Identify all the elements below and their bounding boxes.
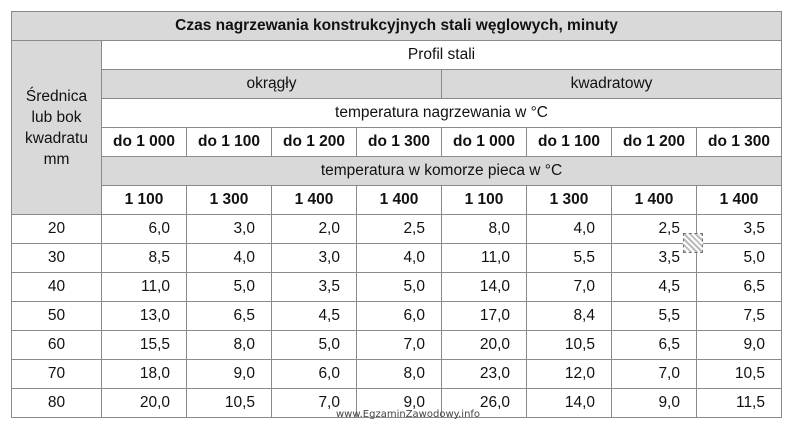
time-value: 14,0 xyxy=(564,394,595,411)
time-cell xyxy=(697,302,782,331)
table-row xyxy=(12,331,782,360)
time-value: 7,0 xyxy=(318,394,340,411)
heating-temp-label: temperatura nagrzewania w °C xyxy=(102,99,782,128)
time-value: 3,0 xyxy=(233,220,255,237)
time-cell xyxy=(357,331,442,360)
time-cell xyxy=(187,331,272,360)
time-value: 6,5 xyxy=(658,336,680,353)
time-value: 4,0 xyxy=(403,249,425,266)
time-value: 9,0 xyxy=(658,394,680,411)
table-title: Czas nagrzewania konstrukcyjnych stali węglowych, minuty xyxy=(12,12,782,41)
heating-time-table-container xyxy=(11,11,782,418)
time-cell xyxy=(272,273,357,302)
time-cell xyxy=(187,244,272,273)
row-header-line-1: Średnica xyxy=(25,87,88,105)
time-value: 9,0 xyxy=(233,365,255,382)
heating-temp-cell: do 1 200 xyxy=(272,128,357,157)
heating-temp-cell: do 1 200 xyxy=(612,128,697,157)
time-value: 15,5 xyxy=(139,336,170,353)
heating-temp-cell: do 1 100 xyxy=(527,128,612,157)
profile-round: okrągły xyxy=(102,70,442,99)
profile-square: kwadratowy xyxy=(442,70,782,99)
time-value: 9,0 xyxy=(403,394,425,411)
time-value: 7,0 xyxy=(403,336,425,353)
time-cell xyxy=(527,389,612,418)
size-cell: 80 xyxy=(12,389,102,418)
time-value: 4,0 xyxy=(573,220,595,237)
time-cell xyxy=(187,215,272,244)
time-value: 5,0 xyxy=(743,249,765,266)
time-value: 4,0 xyxy=(233,249,255,266)
time-cell xyxy=(102,389,187,418)
time-cell xyxy=(527,302,612,331)
heating-time-table xyxy=(11,11,782,418)
size-cell: 40 xyxy=(12,273,102,302)
furnace-temp-cell: 1 300 xyxy=(187,186,272,215)
size-cell: 60 xyxy=(12,331,102,360)
furnace-temp-cell: 1 400 xyxy=(697,186,782,215)
furnace-temp-label: temperatura w komorze pieca w °C xyxy=(102,157,782,186)
table-row xyxy=(12,360,782,389)
time-value: 11,0 xyxy=(480,249,510,266)
time-value: 13,0 xyxy=(139,307,170,324)
time-cell xyxy=(612,331,697,360)
time-cell xyxy=(697,331,782,360)
time-cell xyxy=(102,360,187,389)
time-cell xyxy=(527,215,612,244)
time-value: 3,5 xyxy=(318,278,340,295)
time-cell xyxy=(357,360,442,389)
time-cell xyxy=(612,360,697,389)
heating-temp-cell: do 1 100 xyxy=(187,128,272,157)
time-value: 8,0 xyxy=(403,365,425,382)
row-header-line-4: mm xyxy=(43,150,70,168)
time-value: 3,5 xyxy=(743,220,765,237)
row-header-line-3: kwadratu xyxy=(25,129,88,147)
time-cell xyxy=(442,360,527,389)
qr-code-icon xyxy=(683,233,703,253)
time-value: 4,5 xyxy=(318,307,340,324)
time-value: 20,0 xyxy=(479,336,510,353)
heating-temp-cell: do 1 000 xyxy=(442,128,527,157)
time-cell xyxy=(187,360,272,389)
time-value: 2,5 xyxy=(403,220,425,237)
time-value: 11,5 xyxy=(735,394,765,411)
time-cell xyxy=(102,302,187,331)
profile-label: Profil stali xyxy=(102,41,782,70)
time-value: 4,5 xyxy=(658,278,680,295)
size-cell: 30 xyxy=(12,244,102,273)
time-cell xyxy=(697,244,782,273)
time-value: 17,0 xyxy=(479,307,510,324)
time-cell xyxy=(272,244,357,273)
time-value: 11,0 xyxy=(140,278,170,295)
time-cell xyxy=(527,273,612,302)
time-cell xyxy=(697,273,782,302)
time-cell xyxy=(102,331,187,360)
row-header-line-2: lub bok xyxy=(31,108,82,126)
time-value: 2,5 xyxy=(658,220,680,237)
time-cell xyxy=(357,273,442,302)
time-cell xyxy=(187,302,272,331)
time-cell xyxy=(442,331,527,360)
time-value: 2,0 xyxy=(318,220,340,237)
size-cell: 50 xyxy=(12,302,102,331)
time-value: 3,5 xyxy=(658,249,680,266)
time-cell xyxy=(442,273,527,302)
time-cell xyxy=(612,302,697,331)
watermark: www.EgzaminZawodowy.info xyxy=(336,409,481,420)
time-cell xyxy=(442,244,527,273)
time-value: 7,0 xyxy=(573,278,595,295)
heating-temp-cell: do 1 300 xyxy=(357,128,442,157)
time-value: 14,0 xyxy=(479,278,510,295)
time-value: 8,4 xyxy=(573,307,595,324)
time-value: 5,0 xyxy=(318,336,340,353)
table-row xyxy=(12,244,782,273)
furnace-temp-cell: 1 400 xyxy=(357,186,442,215)
time-value: 10,5 xyxy=(564,336,595,353)
table-row xyxy=(12,302,782,331)
time-value: 5,5 xyxy=(658,307,680,324)
time-value: 6,0 xyxy=(148,220,170,237)
time-value: 6,0 xyxy=(318,365,340,382)
time-cell xyxy=(272,302,357,331)
time-value: 8,0 xyxy=(233,336,255,353)
time-cell xyxy=(612,389,697,418)
time-value: 20,0 xyxy=(139,394,170,411)
time-value: 12,0 xyxy=(564,365,595,382)
table-row xyxy=(12,215,782,244)
time-value: 5,5 xyxy=(573,249,595,266)
time-value: 23,0 xyxy=(479,365,510,382)
time-value: 9,0 xyxy=(743,336,765,353)
time-cell xyxy=(272,360,357,389)
time-cell xyxy=(527,331,612,360)
time-cell xyxy=(697,215,782,244)
furnace-temp-cell: 1 400 xyxy=(272,186,357,215)
furnace-temp-cell: 1 100 xyxy=(442,186,527,215)
furnace-temp-cell: 1 300 xyxy=(527,186,612,215)
time-cell xyxy=(442,215,527,244)
time-cell xyxy=(102,215,187,244)
time-cell xyxy=(697,360,782,389)
time-cell xyxy=(272,331,357,360)
time-value: 18,0 xyxy=(139,365,170,382)
time-cell xyxy=(357,215,442,244)
time-cell xyxy=(102,244,187,273)
time-value: 3,0 xyxy=(318,249,340,266)
row-header-cell xyxy=(12,41,102,215)
heating-temp-cell: do 1 300 xyxy=(697,128,782,157)
time-cell xyxy=(697,389,782,418)
heating-temp-cell: do 1 000 xyxy=(102,128,187,157)
time-cell xyxy=(357,302,442,331)
time-value: 7,5 xyxy=(743,307,765,324)
time-value: 10,5 xyxy=(734,365,765,382)
time-cell xyxy=(442,302,527,331)
time-value: 8,5 xyxy=(148,249,170,266)
time-cell xyxy=(612,273,697,302)
time-value: 10,5 xyxy=(224,394,255,411)
time-cell xyxy=(527,360,612,389)
furnace-temp-cell: 1 400 xyxy=(612,186,697,215)
time-cell xyxy=(102,273,187,302)
time-value: 6,5 xyxy=(233,307,255,324)
time-value: 8,0 xyxy=(488,220,510,237)
time-value: 6,5 xyxy=(743,278,765,295)
time-value: 5,0 xyxy=(233,278,255,295)
time-cell xyxy=(527,244,612,273)
time-value: 5,0 xyxy=(403,278,425,295)
furnace-temp-cell: 1 100 xyxy=(102,186,187,215)
table-row xyxy=(12,273,782,302)
time-cell xyxy=(187,389,272,418)
time-cell xyxy=(187,273,272,302)
time-cell xyxy=(272,215,357,244)
size-cell: 20 xyxy=(12,215,102,244)
time-value: 6,0 xyxy=(403,307,425,324)
time-cell xyxy=(357,244,442,273)
time-value: 26,0 xyxy=(479,394,510,411)
time-value: 7,0 xyxy=(658,365,680,382)
size-cell: 70 xyxy=(12,360,102,389)
